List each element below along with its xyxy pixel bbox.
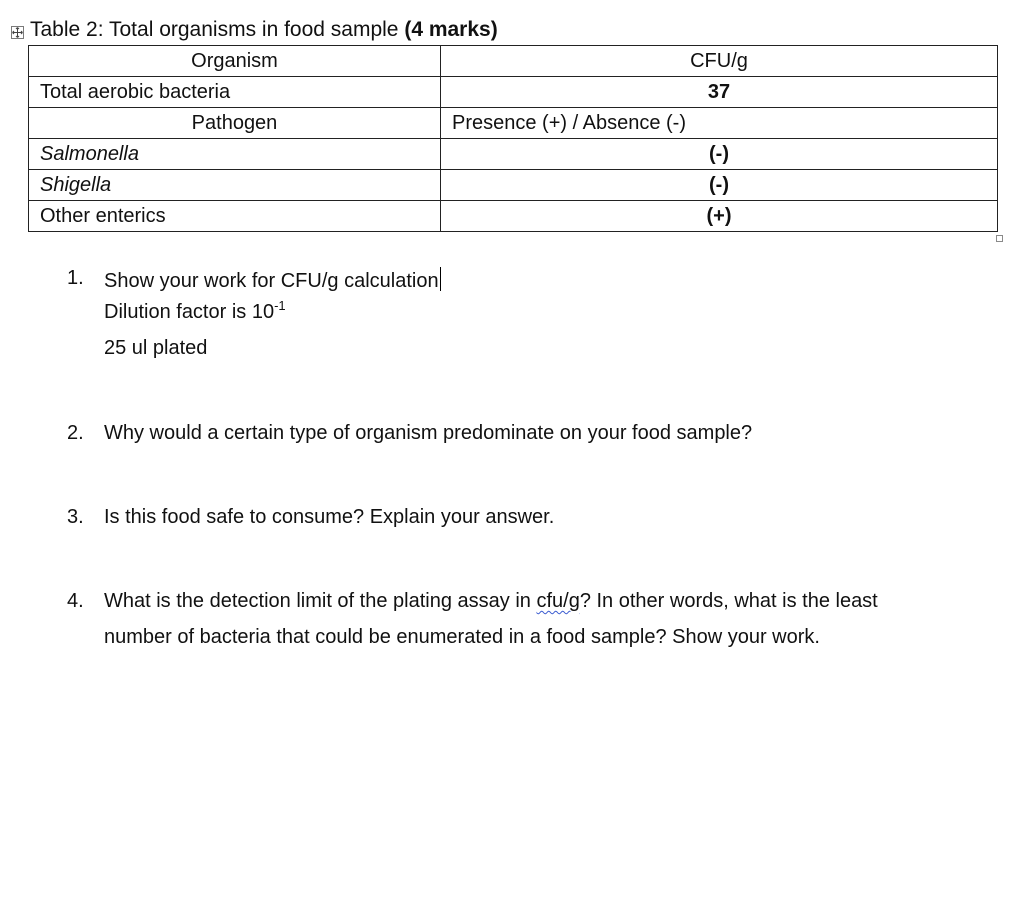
question-number: 3. <box>67 506 84 528</box>
table-row <box>29 170 998 201</box>
question-text[interactable]: Is this food safe to consume? Explain your answer. <box>104 506 555 528</box>
organisms-table <box>28 45 998 232</box>
organism-cell[interactable]: Salmonella <box>29 139 441 170</box>
question-text[interactable]: Why would a certain type of organism predominate on your food sample? <box>104 422 753 444</box>
table-row <box>29 201 998 232</box>
question-number: 1. <box>67 267 84 289</box>
table-row <box>29 77 998 108</box>
question-text[interactable] <box>104 590 878 613</box>
organism-cell[interactable]: Other enterics <box>29 201 441 232</box>
table-caption-marks: (4 marks) <box>404 18 498 41</box>
table-move-handle-icon[interactable] <box>11 26 24 39</box>
table-resize-handle-icon[interactable] <box>996 235 1003 242</box>
question-text[interactable] <box>104 267 441 293</box>
result-cell[interactable]: (-) <box>441 170 998 201</box>
result-cell[interactable]: (+) <box>441 201 998 232</box>
total-aerobic-label[interactable]: Total aerobic bacteria <box>29 77 441 108</box>
question-1-text[interactable]: Show your work for CFU/g calculation <box>104 270 439 292</box>
dilution-prefix: Dilution factor is 10 <box>104 301 275 323</box>
dilution-text[interactable] <box>104 298 286 324</box>
header-cfu[interactable]: CFU/g <box>441 46 998 77</box>
organism-cell[interactable]: Shigella <box>29 170 441 201</box>
question-number: 2. <box>67 422 84 444</box>
dilution-exponent: -1 <box>274 298 286 313</box>
header-presence[interactable]: Presence (+) / Absence (-) <box>441 108 998 139</box>
table-row <box>29 139 998 170</box>
table-header-row <box>29 46 998 77</box>
header-organism[interactable]: Organism <box>29 46 441 77</box>
question-4-continuation[interactable]: number of bacteria that could be enumerated in a food sample? Show your work. <box>104 626 820 648</box>
plated-volume-text[interactable]: 25 ul plated <box>104 337 208 359</box>
table-subheader-row <box>29 108 998 139</box>
total-aerobic-value[interactable]: 37 <box>441 77 998 108</box>
result-cell[interactable]: (-) <box>441 139 998 170</box>
question-4-text-end: ? In other words, what is the least <box>579 590 878 612</box>
spellcheck-flagged-word[interactable]: cfu/g <box>536 590 580 612</box>
question-4-text-start: What is the detection limit of the plating assay in <box>104 590 537 612</box>
header-pathogen[interactable]: Pathogen <box>29 108 441 139</box>
table-caption <box>30 17 498 43</box>
question-number: 4. <box>67 590 84 612</box>
text-cursor <box>440 267 441 291</box>
table-caption-text: Table 2: Total organisms in food sample <box>30 18 405 41</box>
